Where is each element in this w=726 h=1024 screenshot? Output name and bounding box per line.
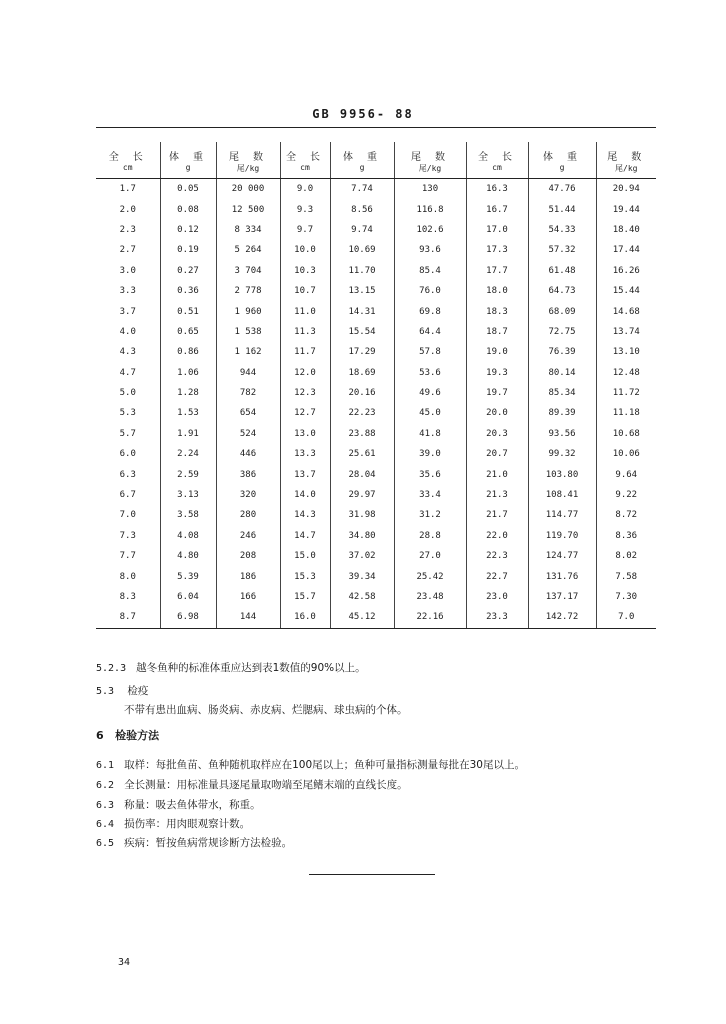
column-header: 尾 数 — [394, 142, 466, 163]
table-cell: 13.0 — [280, 424, 330, 444]
length-weight-table — [96, 142, 656, 629]
table-cell: 39.34 — [330, 566, 394, 586]
table-cell: 51.44 — [528, 199, 596, 219]
table-cell: 9.0 — [280, 179, 330, 200]
table-cell: 2.7 — [96, 240, 160, 260]
table-cell: 0.51 — [160, 301, 216, 321]
table-cell: 85.4 — [394, 261, 466, 281]
table-row — [96, 342, 656, 362]
table-cell: 5.3 — [96, 403, 160, 423]
table-cell: 19.0 — [466, 342, 528, 362]
column-header: 全 长 — [466, 142, 528, 163]
table-cell: 21.0 — [466, 464, 528, 484]
table-cell: 11.70 — [330, 261, 394, 281]
paragraph-5-3 — [96, 683, 148, 698]
table-cell: 13.74 — [612, 326, 640, 337]
table-cell: 23.88 — [330, 424, 394, 444]
table-cell: 7.0 — [596, 607, 656, 628]
table-cell: 34.80 — [330, 526, 394, 546]
table-cell: 654 — [216, 403, 280, 423]
table-cell: 68.09 — [528, 301, 596, 321]
table-cell: 23.48 — [394, 587, 466, 607]
table-cell: 1.28 — [160, 383, 216, 403]
item-6-3 — [96, 797, 261, 812]
table-cell: 22.16 — [394, 607, 466, 628]
table-cell: 10.06 — [612, 449, 640, 460]
table-cell: 11.18 — [612, 408, 640, 419]
table-cell: 45.12 — [330, 607, 394, 628]
table-cell: 16.0 — [280, 607, 330, 628]
table-cell: 0.19 — [160, 240, 216, 260]
table-cell: 72.75 — [528, 322, 596, 342]
table-cell: 57.32 — [528, 240, 596, 260]
item-6-5 — [96, 835, 292, 850]
table-cell: 64.73 — [528, 281, 596, 301]
table-cell: 21.3 — [466, 485, 528, 505]
table-cell: 49.6 — [394, 383, 466, 403]
item-text: 全长测量：用标准量具逐尾量取吻端至尾鳍末端的直线长度。 — [124, 779, 408, 791]
item-6-1 — [96, 757, 525, 772]
table-cell: 102.6 — [394, 220, 466, 240]
table-cell: 15.44 — [612, 286, 640, 297]
table-cell: 10.3 — [280, 261, 330, 281]
table-cell: 131.76 — [528, 566, 596, 586]
clause-number: 5.2.3 — [96, 663, 127, 674]
table-cell: 9.22 — [615, 490, 638, 501]
table-cell: 7.3 — [96, 526, 160, 546]
table-cell: 0.65 — [160, 322, 216, 342]
paragraph-5-3-text: 不带有患出血病、肠炎病、赤皮病、烂腮病、球虫病的个体。 — [124, 704, 408, 716]
table-row — [96, 220, 656, 240]
table-cell: 15.3 — [280, 566, 330, 586]
column-header: 尾 数 — [607, 152, 646, 163]
table-cell: 21.7 — [466, 505, 528, 525]
table-cell: 13.15 — [330, 281, 394, 301]
table-cell: 2.0 — [96, 199, 160, 219]
table-cell: 0.86 — [160, 342, 216, 362]
table-cell: 76.0 — [394, 281, 466, 301]
table-cell: 22.7 — [466, 566, 528, 586]
table-row — [96, 587, 656, 607]
length-weight-table-container — [96, 142, 656, 629]
table-cell: 5.39 — [160, 566, 216, 586]
table-cell: 11.72 — [612, 388, 640, 399]
table-cell: 6.0 — [96, 444, 160, 464]
table-cell: 16.3 — [466, 179, 528, 200]
table-cell: 9.7 — [280, 220, 330, 240]
table-cell: 4.0 — [96, 322, 160, 342]
table-cell: 18.0 — [466, 281, 528, 301]
item-text: 取样：每批鱼苗、鱼种随机取样应在100尾以上；鱼种可量指标测量每批在30尾以上。 — [124, 759, 525, 771]
table-cell: 1.91 — [160, 424, 216, 444]
table-cell: 4.7 — [96, 363, 160, 383]
table-cell: 8.56 — [330, 199, 394, 219]
table-cell: 13.3 — [280, 444, 330, 464]
table-cell: 0.05 — [160, 179, 216, 200]
column-unit: g — [528, 163, 596, 179]
table-cell: 16.7 — [466, 199, 528, 219]
table-cell: 10.68 — [612, 428, 640, 439]
column-unit: g — [160, 163, 216, 179]
item-number: 6.4 — [96, 819, 115, 830]
table-cell: 280 — [216, 505, 280, 525]
table-cell: 3.58 — [160, 505, 216, 525]
table-cell: 186 — [216, 566, 280, 586]
table-cell: 8.72 — [615, 510, 638, 521]
table-cell: 20.16 — [330, 383, 394, 403]
table-cell: 33.4 — [394, 485, 466, 505]
table-cell: 13.10 — [612, 347, 640, 358]
table-cell: 12.7 — [280, 403, 330, 423]
table-cell: 17.0 — [466, 220, 528, 240]
table-cell: 6.3 — [96, 464, 160, 484]
table-cell: 89.39 — [528, 403, 596, 423]
item-text: 疾病：暂按鱼病常规诊断方法检验。 — [124, 837, 293, 849]
table-cell: 10.0 — [280, 240, 330, 260]
table-cell: 14.68 — [612, 306, 640, 317]
header-rule — [96, 127, 656, 128]
table-cell: 8.7 — [96, 607, 160, 628]
table-cell: 7.30 — [615, 592, 638, 602]
table-cell: 85.34 — [528, 383, 596, 403]
table-body — [96, 179, 656, 629]
table-row — [96, 261, 656, 281]
table-cell: 11.0 — [280, 301, 330, 321]
table-cell: 18.69 — [330, 363, 394, 383]
table-cell: 11.7 — [280, 342, 330, 362]
table-cell: 20.3 — [466, 424, 528, 444]
table-row — [96, 424, 656, 444]
table-cell: 11.3 — [280, 322, 330, 342]
table-cell: 3.7 — [96, 301, 160, 321]
table-cell: 8.02 — [615, 551, 638, 562]
table-cell: 4.08 — [160, 526, 216, 546]
table-cell: 9.74 — [330, 220, 394, 240]
table-cell: 23.0 — [466, 587, 528, 607]
table-cell: 76.39 — [528, 342, 596, 362]
table-cell: 8.36 — [615, 530, 638, 541]
item-6-4 — [96, 816, 250, 831]
section-6-heading — [96, 727, 159, 743]
table-cell: 17.7 — [466, 261, 528, 281]
table-cell: 99.32 — [528, 444, 596, 464]
table-cell: 144 — [216, 607, 280, 628]
table-cell: 2.3 — [96, 220, 160, 240]
table-cell: 39.0 — [394, 444, 466, 464]
table-cell: 22.3 — [466, 546, 528, 566]
table-cell: 69.8 — [394, 301, 466, 321]
table-cell: 12.48 — [612, 367, 640, 378]
table-cell: 386 — [216, 464, 280, 484]
column-unit: 尾/kg — [596, 163, 656, 179]
table-cell: 944 — [216, 363, 280, 383]
table-cell: 19.7 — [466, 383, 528, 403]
table-cell: 13.7 — [280, 464, 330, 484]
table-cell: 19.44 — [612, 204, 640, 215]
table-header-units — [96, 163, 656, 179]
table-cell: 20.0 — [466, 403, 528, 423]
item-text: 损伤率：用肉眼观察计数。 — [124, 818, 251, 830]
clause-title: 检疫 — [127, 685, 149, 697]
table-cell: 2.59 — [160, 464, 216, 484]
table-cell: 116.8 — [394, 199, 466, 219]
section-number: 6 — [96, 729, 104, 742]
table-cell: 1 960 — [216, 301, 280, 321]
table-cell: 17.3 — [466, 240, 528, 260]
clause-number: 5.3 — [96, 686, 115, 697]
table-cell: 10.7 — [280, 281, 330, 301]
table-cell: 7.7 — [96, 546, 160, 566]
table-cell: 1 538 — [216, 322, 280, 342]
table-cell: 22.23 — [330, 403, 394, 423]
table-cell: 8.3 — [96, 587, 160, 607]
table-row — [96, 444, 656, 464]
table-cell: 25.61 — [330, 444, 394, 464]
table-cell: 320 — [216, 485, 280, 505]
table-cell: 15.54 — [330, 322, 394, 342]
table-cell: 57.8 — [394, 342, 466, 362]
table-cell: 45.0 — [394, 403, 466, 423]
table-row — [96, 301, 656, 321]
column-unit: 尾/kg — [216, 163, 280, 179]
table-row — [96, 240, 656, 260]
table-cell: 93.6 — [394, 240, 466, 260]
table-cell: 14.0 — [280, 485, 330, 505]
table-header-names — [96, 142, 656, 163]
table-cell: 8.0 — [96, 566, 160, 586]
table-cell: 142.72 — [528, 607, 596, 628]
table-cell: 8 334 — [216, 220, 280, 240]
table-cell: 6.98 — [160, 607, 216, 628]
table-cell: 22.0 — [466, 526, 528, 546]
table-cell: 6.04 — [160, 587, 216, 607]
table-cell: 3 704 — [216, 261, 280, 281]
table-row — [96, 505, 656, 525]
table-cell: 208 — [216, 546, 280, 566]
table-cell: 18.40 — [612, 224, 640, 235]
table-cell: 12.3 — [280, 383, 330, 403]
column-header: 全 长 — [280, 142, 330, 163]
column-header: 体 重 — [160, 142, 216, 163]
table-cell: 108.41 — [528, 485, 596, 505]
table-cell: 524 — [216, 424, 280, 444]
column-header: 全 长 — [96, 142, 160, 163]
table-cell: 10.69 — [330, 240, 394, 260]
table-cell: 25.42 — [394, 566, 466, 586]
table-cell: 1.06 — [160, 363, 216, 383]
table-cell: 5 264 — [216, 240, 280, 260]
column-header: 体 重 — [330, 142, 394, 163]
table-row — [96, 485, 656, 505]
table-cell: 31.98 — [330, 505, 394, 525]
table-cell: 246 — [216, 526, 280, 546]
table-row — [96, 281, 656, 301]
table-cell: 103.80 — [528, 464, 596, 484]
column-unit: cm — [466, 163, 528, 179]
table-cell: 27.0 — [394, 546, 466, 566]
table-cell: 18.7 — [466, 322, 528, 342]
table-cell: 114.77 — [528, 505, 596, 525]
column-unit: 尾/kg — [394, 163, 466, 179]
table-cell: 124.77 — [528, 546, 596, 566]
table-cell: 93.56 — [528, 424, 596, 444]
page-number: 34 — [118, 957, 131, 968]
table-cell: 782 — [216, 383, 280, 403]
table-cell: 15.7 — [280, 587, 330, 607]
item-6-2 — [96, 777, 408, 792]
table-cell: 4.80 — [160, 546, 216, 566]
table-cell: 12.0 — [280, 363, 330, 383]
table-cell: 0.27 — [160, 261, 216, 281]
table-cell: 17.29 — [330, 342, 394, 362]
column-unit: g — [330, 163, 394, 179]
table-cell: 5.7 — [96, 424, 160, 444]
table-row — [96, 566, 656, 586]
table-cell: 6.7 — [96, 485, 160, 505]
table-cell: 54.33 — [528, 220, 596, 240]
table-cell: 41.8 — [394, 424, 466, 444]
table-cell: 42.58 — [330, 587, 394, 607]
table-cell: 35.6 — [394, 464, 466, 484]
table-cell: 28.8 — [394, 526, 466, 546]
table-cell: 19.3 — [466, 363, 528, 383]
table-cell: 137.17 — [528, 587, 596, 607]
item-number: 6.2 — [96, 780, 115, 791]
item-number: 6.3 — [96, 800, 115, 811]
table-cell: 31.2 — [394, 505, 466, 525]
table-cell: 1.7 — [96, 179, 160, 200]
table-row — [96, 607, 656, 628]
table-cell: 61.48 — [528, 261, 596, 281]
end-of-standard-rule — [309, 874, 435, 875]
table-cell: 23.3 — [466, 607, 528, 628]
table-cell: 1 162 — [216, 342, 280, 362]
table-cell: 9.64 — [615, 469, 638, 480]
table-cell: 7.58 — [615, 571, 638, 582]
table-cell: 14.31 — [330, 301, 394, 321]
table-cell: 4.3 — [96, 342, 160, 362]
column-header: 体 重 — [528, 142, 596, 163]
column-unit: cm — [96, 163, 160, 179]
table-cell: 53.6 — [394, 363, 466, 383]
table-cell: 3.13 — [160, 485, 216, 505]
table-cell: 64.4 — [394, 322, 466, 342]
table-cell: 37.02 — [330, 546, 394, 566]
table-cell: 20.7 — [466, 444, 528, 464]
table-cell: 17.44 — [612, 245, 640, 256]
table-cell: 28.04 — [330, 464, 394, 484]
table-row — [96, 464, 656, 484]
table-cell: 166 — [216, 587, 280, 607]
column-unit: cm — [280, 163, 330, 179]
table-cell: 7.74 — [330, 179, 394, 200]
table-cell: 1.53 — [160, 403, 216, 423]
table-cell: 20.94 — [612, 184, 640, 195]
item-number: 6.1 — [96, 760, 115, 771]
table-row — [96, 546, 656, 566]
table-cell: 0.08 — [160, 199, 216, 219]
table-cell: 29.97 — [330, 485, 394, 505]
table-cell: 5.0 — [96, 383, 160, 403]
table-cell: 130 — [394, 179, 466, 200]
table-cell: 14.3 — [280, 505, 330, 525]
standard-header: GB 9956- 88 — [312, 107, 414, 121]
table-cell: 2.24 — [160, 444, 216, 464]
table-cell: 2 778 — [216, 281, 280, 301]
table-cell: 446 — [216, 444, 280, 464]
table-cell: 16.26 — [612, 265, 640, 276]
table-row — [96, 403, 656, 423]
table-row — [96, 363, 656, 383]
table-row — [96, 179, 656, 200]
table-cell: 12 500 — [216, 199, 280, 219]
table-row — [96, 322, 656, 342]
table-cell: 47.76 — [528, 179, 596, 200]
table-cell: 20 000 — [216, 179, 280, 200]
item-text: 称量：吸去鱼体带水，称重。 — [124, 799, 261, 811]
column-header: 尾 数 — [216, 142, 280, 163]
clause-text: 越冬鱼种的标准体重应达到表1数值的90%以上。 — [136, 662, 366, 674]
table-cell: 119.70 — [528, 526, 596, 546]
table-cell: 7.0 — [96, 505, 160, 525]
section-title: 检验方法 — [115, 729, 160, 742]
table-cell: 15.0 — [280, 546, 330, 566]
table-cell: 3.3 — [96, 281, 160, 301]
table-cell: 14.7 — [280, 526, 330, 546]
table-cell: 18.3 — [466, 301, 528, 321]
table-row — [96, 199, 656, 219]
table-cell: 9.3 — [280, 199, 330, 219]
table-cell: 0.12 — [160, 220, 216, 240]
table-cell: 0.36 — [160, 281, 216, 301]
item-number: 6.5 — [96, 838, 115, 849]
paragraph-5-2-3 — [96, 660, 366, 675]
table-cell: 3.0 — [96, 261, 160, 281]
table-row — [96, 383, 656, 403]
table-cell: 80.14 — [528, 363, 596, 383]
table-row — [96, 526, 656, 546]
